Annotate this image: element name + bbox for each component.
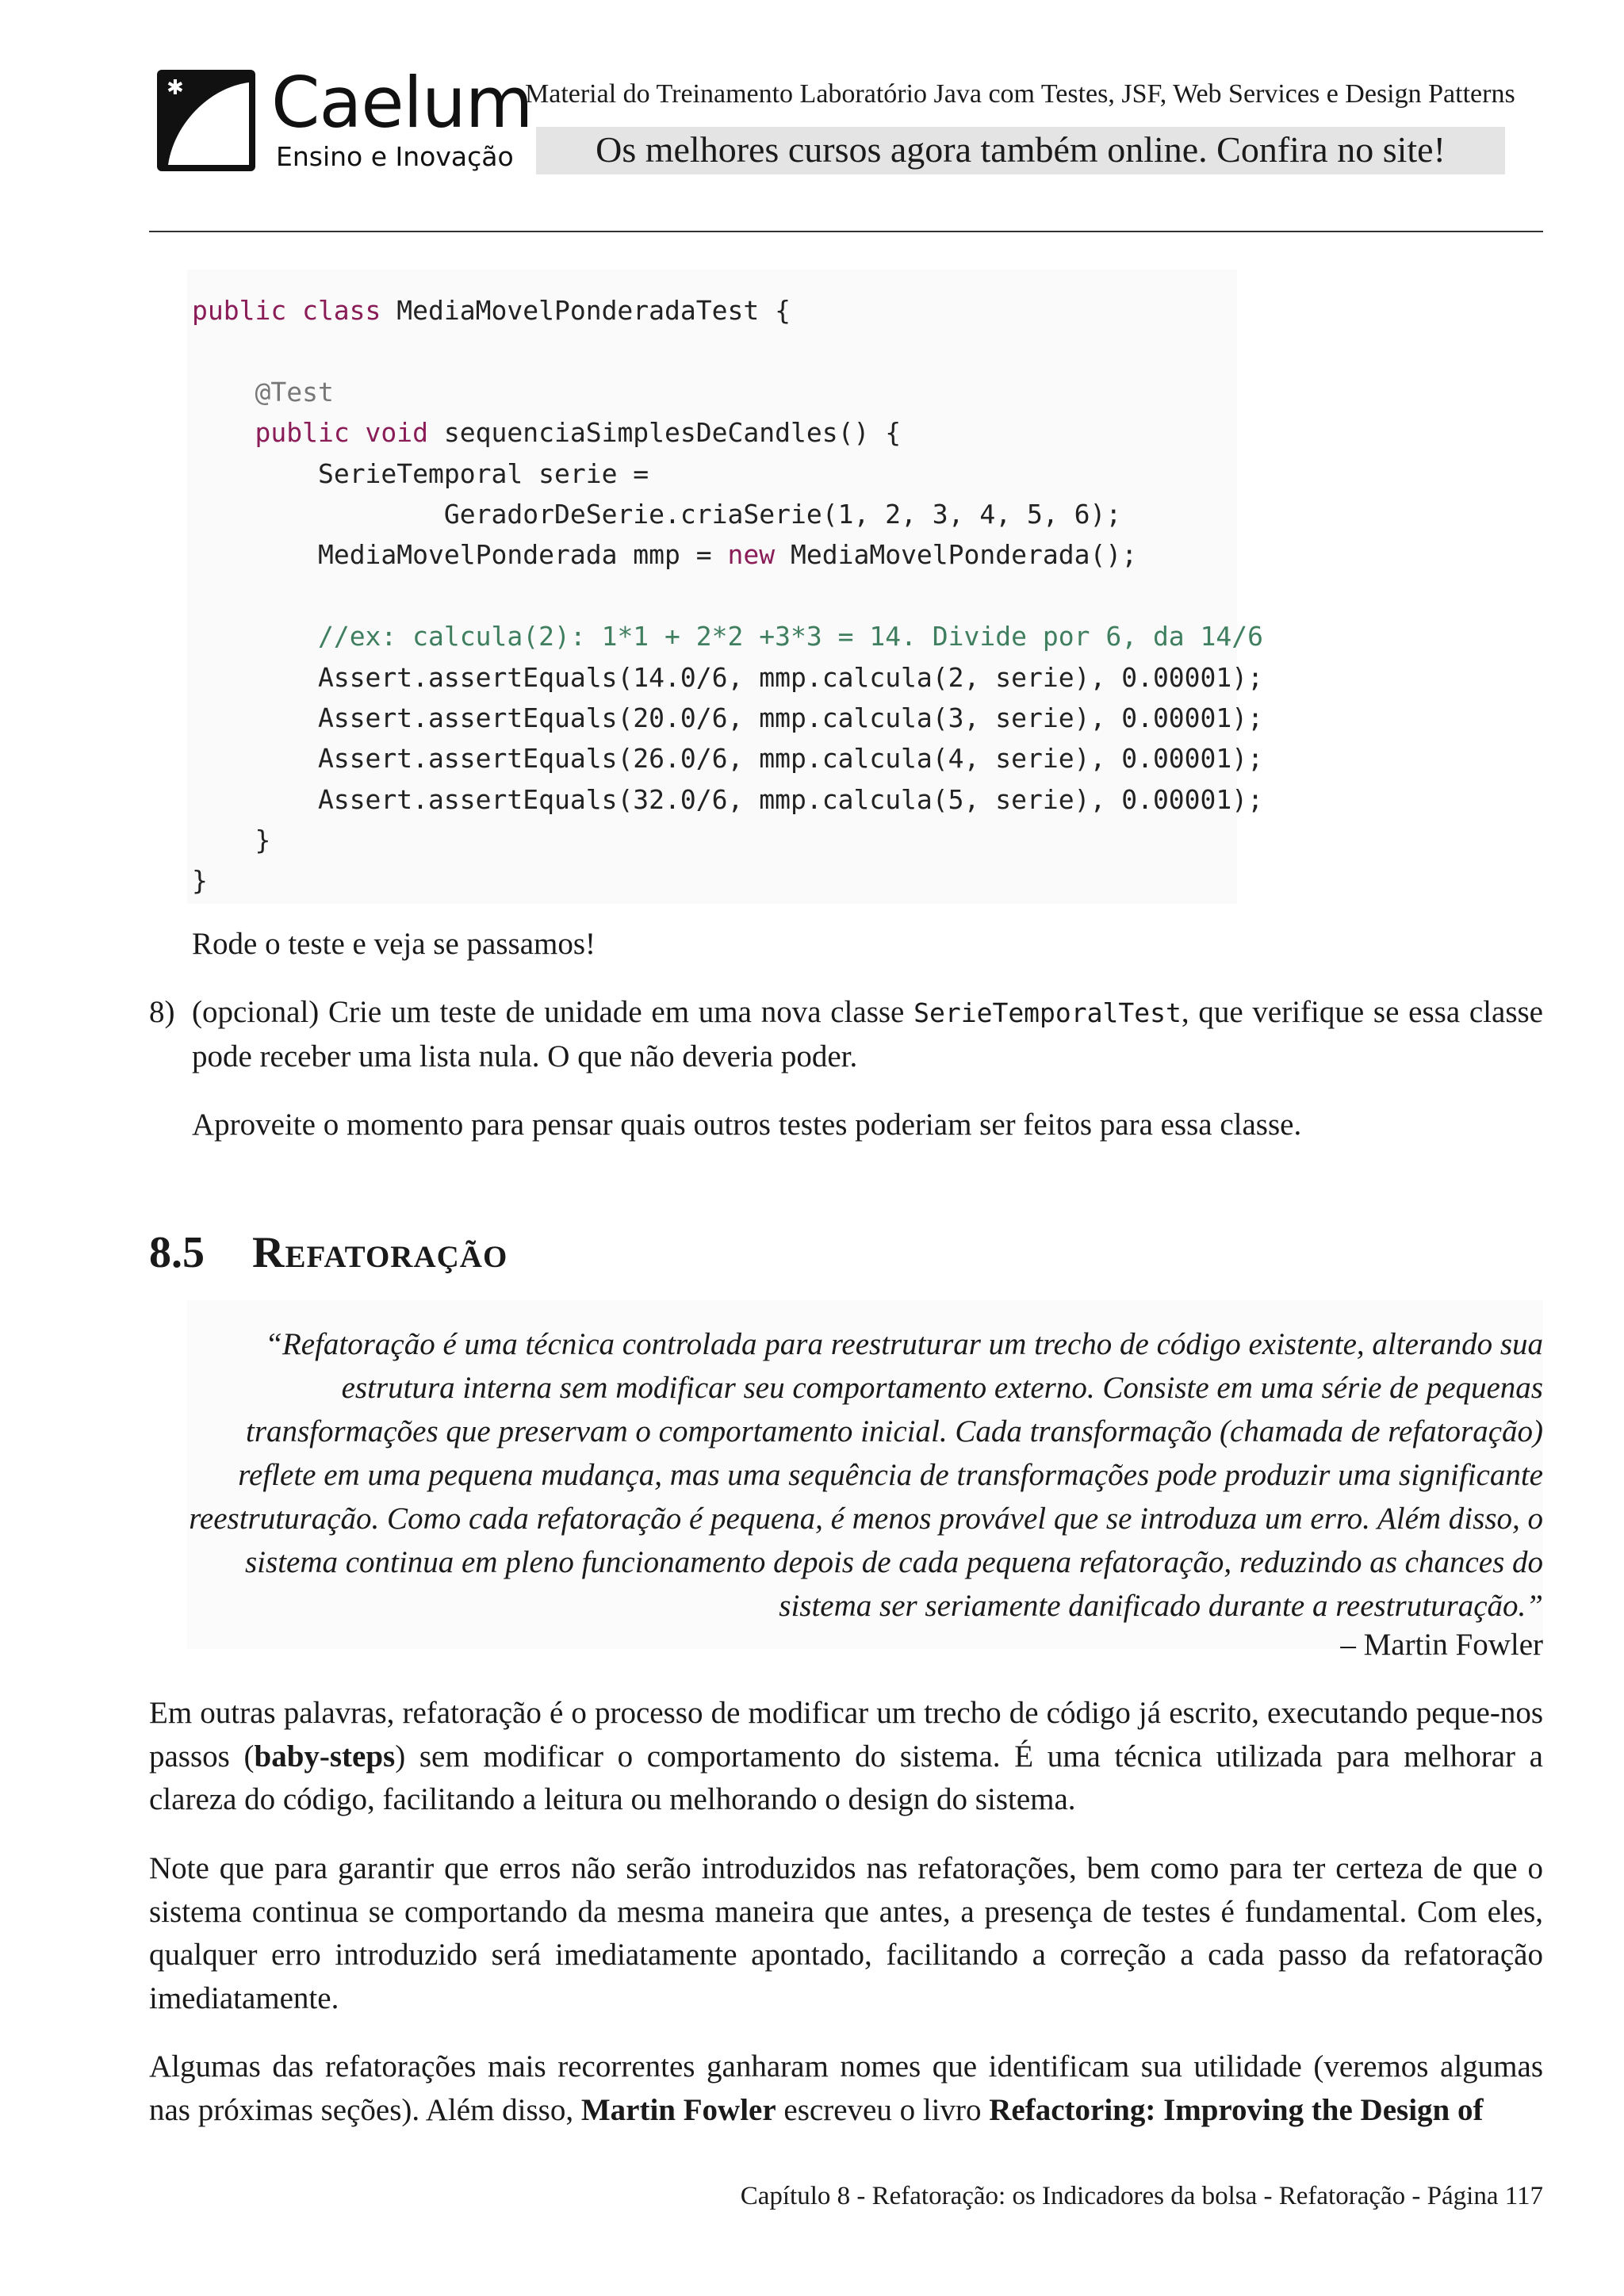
- page-footer: Capítulo 8 - Refatoração: os Indicadores da bolsa - Refatoração - Página 117: [740, 2182, 1543, 2210]
- header-banner: Os melhores cursos agora também online. Confira no site!: [536, 127, 1505, 174]
- quote-line: sistema ser seriamente danificado durante a reestruturação.”: [779, 1589, 1543, 1623]
- paragraph-tests-importance: Note que para garantir que erros não serão introduzidos nas refatorações, bem como para ter certeza de que o sistema continua se comportando da mesma maneira que antes, a presença de testes é fundamental. Com eles, qualquer erro introduzido será imediatamente apontado, facilitando a correção a cada passo da refatoração imediatamente.: [149, 1851, 1543, 2015]
- code-line: Assert.assertEquals(14.0/6, mmp.calcula(2, serie), 0.00001);: [317, 661, 1264, 693]
- code-line: MediaMovelPonderada mmp = new MediaMovelPonderada();: [317, 539, 1138, 571]
- run-test-text: Rode o teste e veja se passamos!: [192, 927, 596, 961]
- quote-line: “Refatoração é uma técnica controlada para reestruturar um trecho de código existente, alterando sua: [265, 1327, 1543, 1361]
- exercise-followup: Aproveite o momento para pensar quais outros testes poderiam ser feitos para essa classe.: [192, 1108, 1302, 1142]
- code-line: }: [192, 865, 208, 897]
- code-line: }: [255, 825, 271, 856]
- code-line: public void sequenciaSimplesDeCandles() {: [255, 417, 902, 449]
- quote-line: reestruturação. Como cada refatoração é pequena, é menos provável que se introduza um erro. Além disso, o: [189, 1502, 1543, 1536]
- quote-author: – Martin Fowler: [1340, 1628, 1543, 1662]
- code-line: GeradorDeSerie.criaSerie(1, 2, 3, 4, 5, 6);: [443, 498, 1122, 530]
- quote-line: reflete em uma pequena mudança, mas uma sequência de transformações pode produzir uma significante: [238, 1458, 1543, 1492]
- logo-name: Caelum: [271, 62, 533, 144]
- header-divider: [149, 231, 1543, 232]
- star-icon: ✱: [167, 76, 184, 100]
- code-line: public class MediaMovelPonderadaTest {: [192, 295, 791, 326]
- section-number: 8.5: [149, 1228, 205, 1277]
- logo-subtitle: Ensino e Inovação: [276, 141, 514, 172]
- author-name: Martin Fowler: [580, 2092, 776, 2127]
- quote-line: estrutura interna sem modificar seu comportamento externo. Consiste em uma série de pequenas: [341, 1371, 1543, 1405]
- header-title: Material do Treinamento Laboratório Java com Testes, JSF, Web Services e Design Patterns: [525, 79, 1515, 109]
- item-number: 8): [149, 995, 175, 1029]
- paragraph-refactoring-names: Algumas das refatorações mais recorrentes ganharam nomes que identificam sua utilidade (veremos algumas nas próximas seções). Além disso, Martin Fowler escreveu o livro Refactoring: Improving the Design of: [149, 2049, 1543, 2127]
- code-line: Assert.assertEquals(20.0/6, mmp.calcula(3, serie), 0.00001);: [317, 702, 1264, 733]
- quote-line: sistema continua em pleno funcionamento depois de cada pequena refatoração, reduzindo as chances do: [245, 1545, 1543, 1579]
- quote-line: transformações que preservam o comportamento inicial. Cada transformação (chamada de refatoração): [245, 1414, 1543, 1448]
- code-line: Assert.assertEquals(32.0/6, mmp.calcula(5, serie), 0.00001);: [317, 783, 1264, 815]
- baby-steps-term: baby-steps: [254, 1739, 396, 1774]
- caelum-logo: [157, 62, 533, 176]
- section-title: Refatoração: [252, 1228, 508, 1277]
- class-name-code: SerieTemporalTest: [914, 997, 1182, 1028]
- code-line: Assert.assertEquals(26.0/6, mmp.calcula(4, serie), 0.00001);: [317, 743, 1264, 775]
- paragraph-refactoring-definition: Em outras palavras, refatoração é o processo de modificar um trecho de código já escrito, executando peque-nos passos (baby-steps) sem modificar o comportamento do sistema. É uma técnica utilizada para melhorar a clareza do código, facilitando a leitura ou melhorando o design do sistema.: [149, 1696, 1543, 1816]
- code-line: @Test: [255, 376, 334, 408]
- code-line: SerieTemporal serie =: [317, 457, 649, 489]
- book-title: Refactoring: Improving the Design of: [989, 2092, 1484, 2127]
- fowler-quote: [165, 1322, 1543, 1628]
- code-comment: //ex: calcula(2): 1*1 + 2*2 +3*3 = 14. Divide por 6, da 14/6: [317, 621, 1264, 652]
- code-listing: [192, 290, 1263, 901]
- section-heading: [149, 1227, 508, 1278]
- exercise-item-8: (opcional) Crie um teste de unidade em uma nova classe SerieTemporalTest, que verifique se essa classe pode receber uma lista nula. O que não deveria poder.: [192, 995, 1543, 1073]
- logo-mark-icon: [157, 70, 255, 171]
